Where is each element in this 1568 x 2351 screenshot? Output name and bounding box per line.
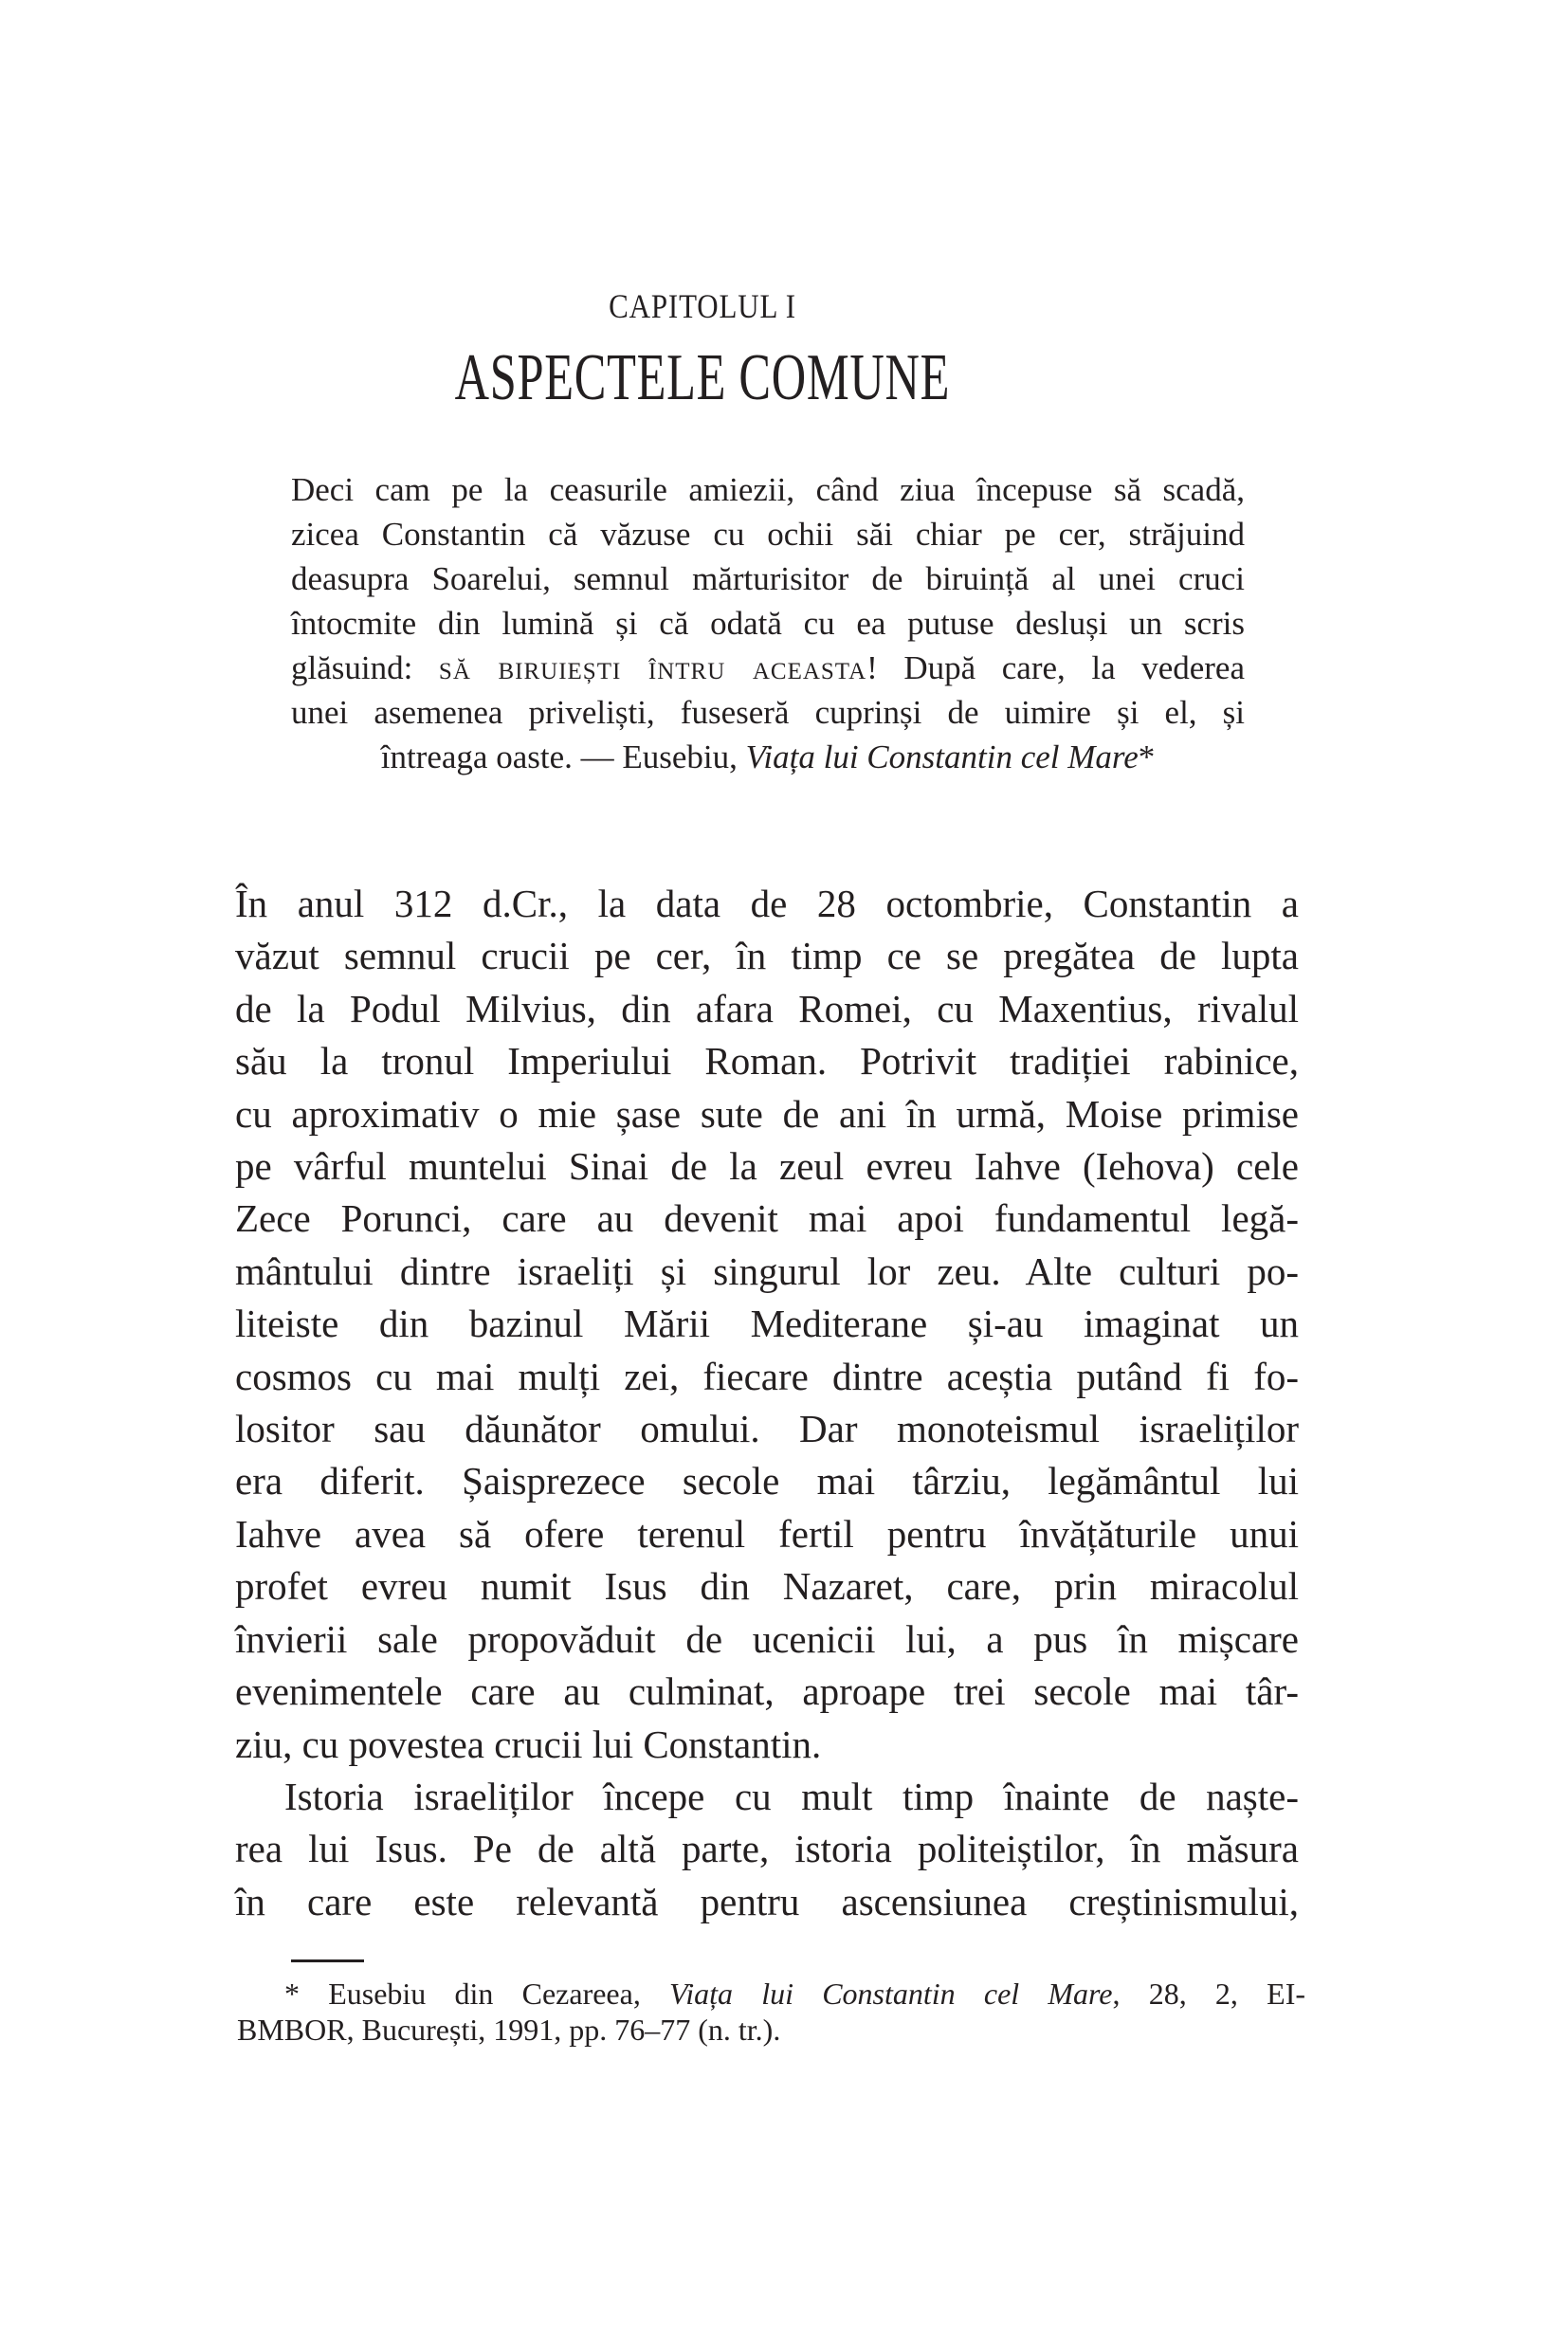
text-segment: ! După care, la vederea xyxy=(866,649,1245,686)
text-segment: rea lui Isus. Pe de altă parte, istoria politeiștilor, în măsura xyxy=(235,1827,1299,1871)
text-segment: învierii sale propovăduit de ucenicii lui, a pus în mișcare xyxy=(235,1616,1299,1661)
text-segment: În anul 312 d.Cr., la data de 28 octombrie, Constantin a xyxy=(235,882,1299,925)
footnote xyxy=(237,1976,1305,2048)
text-segment: cu aproximativ o mie șase sute de ani în urmă, Moise primise xyxy=(235,1091,1299,1136)
text-line xyxy=(291,467,1245,512)
text-line xyxy=(291,556,1245,601)
text-segment: în care este relevantă pentru ascensiunea creștinismului, xyxy=(235,1879,1299,1923)
text-segment: , 28, 2, EI- xyxy=(1112,1977,1306,2011)
text-line xyxy=(235,1666,1299,1718)
text-segment: * xyxy=(1138,738,1156,775)
text-segment: întreaga oaste. — Eusebiu, xyxy=(380,738,746,775)
text-line xyxy=(235,1823,1299,1875)
text-segment: ziu, cu povestea crucii lui Constantin. xyxy=(235,1722,822,1766)
text-line xyxy=(235,1771,1299,1823)
text-line xyxy=(235,1140,1299,1193)
epigraph xyxy=(291,467,1245,779)
chapter-title xyxy=(323,341,1082,414)
text-line xyxy=(235,1403,1299,1455)
text-line xyxy=(235,1876,1299,1928)
text-segment: Deci cam pe la ceasurile amiezii, când ziua începuse să scadă, xyxy=(291,471,1245,508)
text-segment: era diferit. Șaisprezece secole mai târziu, legământul lui xyxy=(235,1459,1299,1504)
text-line xyxy=(235,1455,1299,1507)
text-segment: de la Podul Milvius, din afara Romei, cu Maxentius, rivalul xyxy=(235,986,1299,1030)
text-line xyxy=(235,930,1299,982)
text-segment: mântului dintre israeliți și singurul lor zeu. Alte culturi po- xyxy=(235,1248,1299,1293)
chapter-label-text: CAPITOLUL I xyxy=(609,287,796,325)
italic-text: Viața lui Constantin cel Mare xyxy=(669,1977,1113,2011)
text-line xyxy=(235,1088,1299,1140)
text-segment: * Eusebiu din Cezareea, xyxy=(284,1977,670,2011)
text-line xyxy=(237,1976,1305,2012)
text-line xyxy=(235,983,1299,1035)
chapter-label xyxy=(418,289,987,323)
text-line xyxy=(235,878,1299,930)
text-segment: pe vârful muntelui Sinai de la zeul evreu Iahve (Iehova) cele xyxy=(235,1144,1299,1189)
text-segment: unei asemenea priveliști, fuseseră cuprinși de uimire și el, și xyxy=(291,694,1245,731)
text-line xyxy=(235,1298,1299,1350)
text-line xyxy=(291,690,1245,735)
smallcaps-text: să biruiești întru aceasta xyxy=(438,649,867,686)
text-segment: Zece Porunci, care au devenit mai apoi fundamentul legă- xyxy=(235,1196,1299,1241)
text-segment: întocmite din lumină și că odată cu ea putuse desluși un scris xyxy=(291,605,1245,642)
text-segment: Istoria israeliților începe cu mult timp înainte de naște- xyxy=(284,1774,1299,1818)
text-segment: deasupra Soarelui, semnul mărturisitor de biruință al unei cruci xyxy=(291,560,1245,597)
footnote-separator xyxy=(291,1959,364,1962)
text-segment: lositor sau dăunător omului. Dar monoteismul israeliților xyxy=(235,1407,1299,1451)
text-line xyxy=(237,2012,1305,2048)
text-segment: BMBOR, București, 1991, pp. 76–77 (n. tr.). xyxy=(237,2013,781,2047)
text-line xyxy=(235,1613,1299,1666)
text-line xyxy=(291,646,1245,690)
text-segment: cosmos cu mai mulți zei, fiecare dintre aceștia putând fi fo- xyxy=(235,1354,1299,1398)
text-segment: Iahve avea să ofere terenul fertil pentru învățăturile unui xyxy=(235,1511,1299,1556)
italic-text: Viața lui Constantin cel Mare xyxy=(745,738,1139,775)
text-segment: liteiste din bazinul Mării Mediterane și-au imaginat un xyxy=(235,1302,1299,1346)
text-segment: evenimentele care au culminat, aproape trei secole mai târ- xyxy=(235,1669,1299,1714)
text-segment: glăsuind: xyxy=(291,649,439,686)
text-line xyxy=(291,601,1245,646)
text-segment: profet evreu numit Isus din Nazaret, care, prin miracolul xyxy=(235,1564,1299,1609)
text-segment: zicea Constantin că văzuse cu ochii săi chiar pe cer, străjuind xyxy=(291,516,1245,553)
text-line xyxy=(235,1351,1299,1403)
text-line xyxy=(235,1560,1299,1613)
text-line xyxy=(235,1246,1299,1298)
body-text xyxy=(235,878,1299,1928)
text-line xyxy=(235,1719,1299,1771)
text-line xyxy=(291,512,1245,556)
text-line xyxy=(235,1193,1299,1245)
chapter-title-text: ASPECTELE COMUNE xyxy=(454,341,951,414)
text-segment: său la tronul Imperiului Roman. Potrivit tradiției rabinice, xyxy=(235,1039,1299,1084)
text-line xyxy=(235,1508,1299,1560)
text-line xyxy=(235,1035,1299,1087)
text-line xyxy=(291,735,1245,779)
text-segment: văzut semnul crucii pe cer, în timp ce se pregătea de lupta xyxy=(235,934,1299,978)
